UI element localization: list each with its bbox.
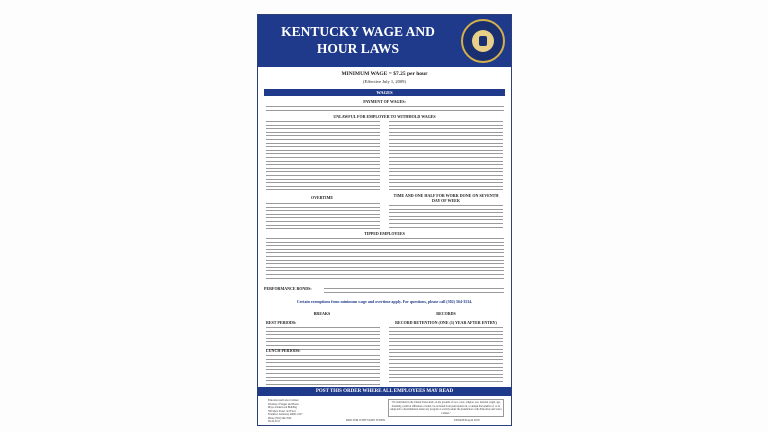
poster-header	[258, 15, 511, 67]
record-retention-text	[389, 327, 503, 385]
breaks-heading: BREAKS	[313, 311, 331, 316]
minimum-wage-line: MINIMUM WAGE = $7.25 per hour	[341, 71, 428, 77]
seventh-day-heading: TIME AND ONE HALF FOR WORK DONE ON SEVENTH DAY OF WEEK	[393, 193, 499, 203]
rest-periods-heading: REST PERIODS:	[266, 320, 297, 325]
performance-bonds-heading: PERFORMANCE BONDS:	[264, 286, 312, 291]
kentucky-seal-icon	[461, 19, 505, 63]
agency-line: Division of Wages and Hours	[268, 402, 299, 406]
overtime-text	[266, 203, 380, 232]
payment-of-wages-heading: PAYMENT OF WAGES:	[363, 99, 406, 104]
agency-line: 08-20-2011	[268, 420, 281, 423]
seal-figure	[479, 36, 487, 46]
lunch-periods-heading: LUNCH PERIODS:	[266, 348, 301, 353]
agency-line: Frankfort, Kentucky 40601-1957	[268, 413, 303, 416]
agency-line: 500 Mero Street, 3rd Floor	[268, 409, 296, 413]
poster-title-line1: KENTUCKY WAGE AND	[281, 24, 435, 39]
minimum-wage-block	[258, 71, 511, 85]
poster-title	[268, 23, 448, 57]
wage-hour-poster	[257, 14, 512, 426]
agency-line: Education and Labor Cabinet	[268, 399, 299, 402]
performance-bonds-text	[324, 288, 504, 295]
post-notice-bar: POST THIS ORDER WHERE ALL EMPLOYEES MAY READ	[258, 387, 511, 396]
overtime-heading: OVERTIME	[310, 195, 334, 200]
agency-line: Mayo-Underwood Building	[268, 406, 297, 409]
minimum-wage-effective: (Effective July 1, 2009)	[363, 79, 406, 84]
equal-opportunity-statement: "No individual in the United States shall, on the grounds of race, color, religion, sex, national origin, age, disability, political affiliation or belief, be excluded from participation in, or denied the benefits of, or be subjected to discrimination under any program or activity under the jurisdiction of the Education and Labor Cabinet."	[388, 399, 504, 417]
tipped-employees-heading: TIPPED EMPLOYEES	[364, 231, 405, 236]
lunch-periods-text	[266, 355, 380, 387]
tipped-employees-text	[266, 238, 504, 281]
payment-of-wages-text	[266, 106, 504, 113]
withhold-right-column	[389, 121, 503, 193]
agency-address	[268, 399, 358, 424]
updated-date: UPDATED April 2018	[454, 419, 480, 422]
exemptions-note: Certain exemptions from minimum wage and overtime apply. For questions, please call (502) 564-3534.	[296, 299, 473, 304]
withhold-left-column	[266, 121, 380, 193]
paid-for-note: PAID FOR WITH STATE FUNDS	[346, 419, 386, 422]
agency-line: Phone (502) 564-3534	[268, 416, 292, 420]
seventh-day-text	[389, 205, 503, 230]
record-retention-heading: RECORD RETENTION (ONE (1) YEAR AFTER ENTRY)	[395, 320, 497, 325]
poster-title-line2: HOUR LAWS	[316, 41, 400, 56]
wages-bar: WAGES	[264, 89, 505, 96]
unlawful-withhold-heading: UNLAWFUL FOR EMPLOYER TO WITHHOLD WAGES	[333, 114, 436, 119]
records-heading: RECORDS	[436, 311, 456, 316]
